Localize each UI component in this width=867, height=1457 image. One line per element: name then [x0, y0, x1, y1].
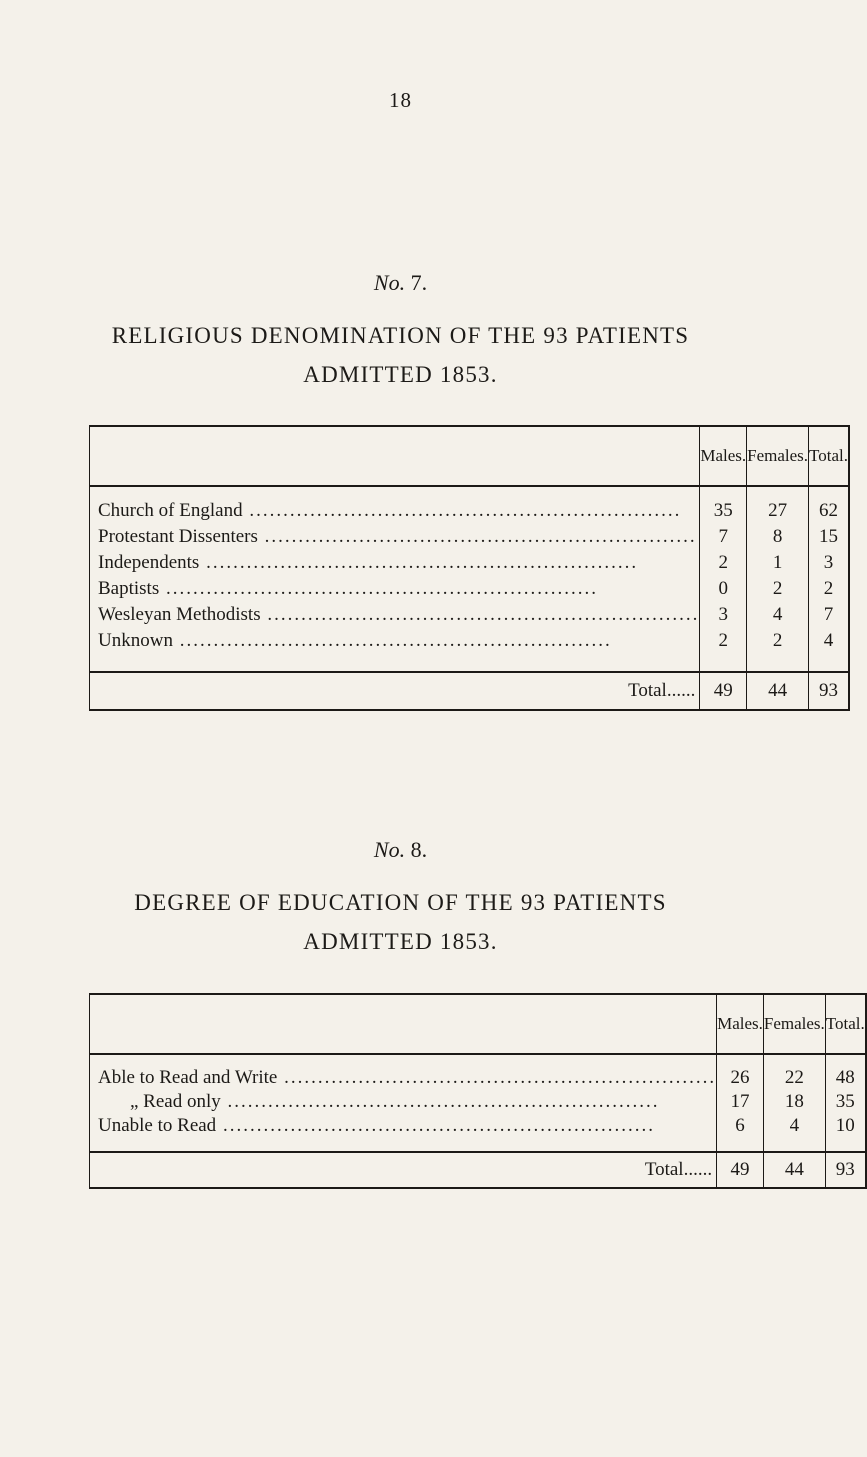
table-row	[90, 498, 850, 524]
table-number-value: 7.	[410, 270, 428, 295]
row-total: 48	[825, 1066, 865, 1090]
row-label: Unable to Read .....	[90, 1114, 717, 1138]
table-row	[90, 524, 850, 550]
row-males: 0	[700, 576, 747, 602]
religious-denomination-table	[89, 425, 850, 711]
row-males: 3	[700, 602, 747, 628]
header-females: Females.	[763, 994, 825, 1054]
row-females: 27	[747, 498, 809, 524]
row-females: 4	[747, 602, 809, 628]
row-males: 17	[717, 1090, 764, 1114]
education-table	[89, 993, 867, 1189]
row-total: 10	[825, 1114, 865, 1138]
total-row	[90, 672, 850, 710]
row-label: Protestant Dissenters .....	[90, 524, 700, 550]
row-males: 7	[700, 524, 747, 550]
row-total: 2	[809, 576, 849, 602]
table-number-prefix: No.	[373, 837, 406, 862]
row-females: 8	[747, 524, 809, 550]
header-total: Total.	[825, 994, 865, 1054]
table-row	[90, 576, 850, 602]
row-total: 35	[825, 1090, 865, 1114]
table-row	[90, 628, 850, 654]
row-males: 26	[717, 1066, 764, 1090]
row-females: 4	[763, 1114, 825, 1138]
table-row	[90, 550, 850, 576]
row-males: 2	[700, 628, 747, 654]
row-females: 22	[763, 1066, 825, 1090]
table-row	[90, 1090, 866, 1114]
row-males: 6	[717, 1114, 764, 1138]
total-total: 93	[809, 672, 849, 710]
row-females: 2	[747, 628, 809, 654]
table-number-value: 8.	[410, 837, 428, 862]
header-total: Total.	[809, 426, 849, 486]
row-females: 18	[763, 1090, 825, 1114]
row-females: 2	[747, 576, 809, 602]
row-label: Independents .....	[90, 550, 700, 576]
table-header-row	[90, 426, 850, 486]
table-title-line2: ADMITTED 1853.	[303, 362, 498, 387]
row-label: Unknown .....	[90, 628, 700, 654]
row-females: 1	[747, 550, 809, 576]
table-row	[90, 1114, 866, 1138]
table-row	[90, 602, 850, 628]
header-blank	[90, 994, 717, 1054]
total-females: 44	[763, 1152, 825, 1188]
row-label: „ Read only .....	[90, 1090, 717, 1114]
table-title-line2: ADMITTED 1853.	[303, 929, 498, 954]
table-row	[90, 1066, 866, 1090]
total-males: 49	[700, 672, 747, 710]
table-7-heading	[0, 270, 801, 393]
row-total: 3	[809, 550, 849, 576]
total-total: 93	[825, 1152, 865, 1188]
row-total: 7	[809, 602, 849, 628]
table-header-row	[90, 994, 866, 1054]
row-males: 2	[700, 550, 747, 576]
table-number	[0, 270, 801, 296]
total-males: 49	[717, 1152, 764, 1188]
row-males: 35	[700, 498, 747, 524]
table-number-prefix: No.	[373, 270, 406, 295]
row-label: Wesleyan Methodists .....	[90, 602, 700, 628]
row-label: Able to Read and Write .....	[90, 1066, 717, 1090]
row-label: Baptists .....	[90, 576, 700, 602]
table-number	[0, 837, 801, 863]
table-8-heading	[0, 837, 801, 960]
total-label: Total......	[90, 672, 700, 710]
header-males: Males.	[717, 994, 764, 1054]
page-number: 18	[389, 88, 412, 112]
header-females: Females.	[747, 426, 809, 486]
row-total: 4	[809, 628, 849, 654]
header-males: Males.	[700, 426, 747, 486]
row-label: Church of England .....	[90, 498, 700, 524]
row-total: 15	[809, 524, 849, 550]
row-total: 62	[809, 498, 849, 524]
total-females: 44	[747, 672, 809, 710]
table-title-line1: RELIGIOUS DENOMINATION OF THE 93 PATIENTS	[111, 323, 690, 348]
total-row	[90, 1152, 866, 1188]
table-title-line1: DEGREE OF EDUCATION OF THE 93 PATIENTS	[134, 890, 667, 915]
total-label: Total......	[90, 1152, 717, 1188]
header-blank	[90, 426, 700, 486]
